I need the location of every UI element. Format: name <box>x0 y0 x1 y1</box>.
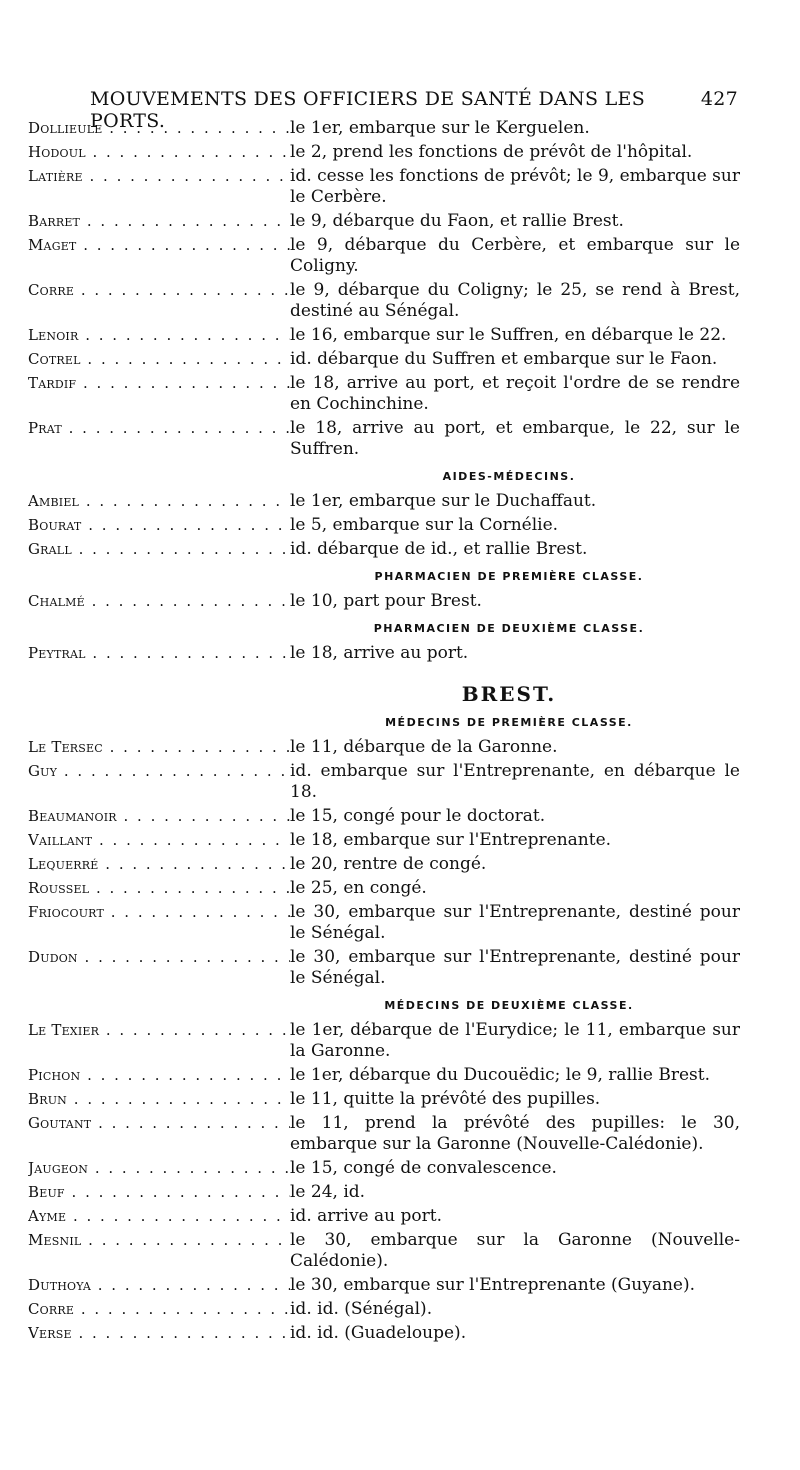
officer-name: Goutant . . . <box>28 1113 290 1155</box>
movement-text: id. débarque du Suffren et embarque sur le Faon. <box>290 349 718 369</box>
officer-name: Tardif . . . <box>28 373 290 415</box>
officer-name: Brun . . . <box>28 1089 290 1110</box>
section-heading: MÉDECINS DE PREMIÈRE CLASSE. <box>385 716 633 729</box>
entries-pharm2 <box>28 643 740 664</box>
movement-text: le 30, embarque sur l'Entreprenante (Guyane). <box>290 1275 695 1295</box>
officer-name: Maget . . . <box>28 235 290 277</box>
entry-row <box>28 418 740 460</box>
movement-text: id. id. (Sénégal). <box>290 1299 433 1319</box>
officer-name: Roussel . . . <box>28 878 290 899</box>
officer-name: Lequerré . . . <box>28 854 290 875</box>
entry-row <box>28 902 740 944</box>
officer-name: Dollieule . . . <box>28 118 290 139</box>
movement-text: le 30, embarque sur la Garonne (Nouvelle-Calédonie). <box>290 1230 740 1271</box>
page-number: 427 <box>700 88 738 110</box>
entry-row <box>28 515 740 536</box>
officer-name: Le Texier . . . <box>28 1020 290 1062</box>
entry-row <box>28 235 740 277</box>
movement-text: le 20, rentre de congé. <box>290 854 487 874</box>
movement-text: le 18, embarque sur l'Entreprenante. <box>290 830 612 850</box>
movement-text: le 9, débarque du Coligny; le 25, se rend à Brest, destiné au Sénégal. <box>290 280 740 321</box>
entry-row <box>28 737 740 758</box>
entries-med2 <box>28 1020 740 1344</box>
officer-name: Cotrel . . . <box>28 349 290 370</box>
movement-text: le 1er, débarque du Ducouëdic; le 9, rallie Brest. <box>290 1065 710 1085</box>
entry-row <box>28 325 740 346</box>
movement-text: le 15, congé pour le doctorat. <box>290 806 546 826</box>
movement-text: le 1er, embarque sur le Duchaffaut. <box>290 491 597 511</box>
entry-row <box>28 1323 740 1344</box>
running-title: MOUVEMENTS DES OFFICIERS DE SANTÉ DANS LES PORTS. <box>90 88 646 132</box>
entry-row <box>28 1158 740 1179</box>
officer-name: Barret . . . <box>28 211 290 232</box>
entries-top <box>28 118 740 460</box>
entry-row <box>28 1020 740 1062</box>
entry-row <box>28 1299 740 1320</box>
movement-text: id. embarque sur l'Entreprenante, en débarque le 18. <box>290 761 740 802</box>
movement-text: le 30, embarque sur l'Entreprenante, destiné pour le Sénégal. <box>290 947 740 988</box>
movement-text: le 11, prend la prévôté des pupilles: le 30, embarque sur la Garonne (Nouvelle-Calédonie). <box>290 1113 740 1154</box>
movement-text: le 24, id. <box>290 1182 366 1202</box>
entry-row <box>28 854 740 875</box>
officer-name: Jaugeon . . . <box>28 1158 290 1179</box>
movement-text: le 9, débarque du Cerbère, et embarque sur le Coligny. <box>290 235 740 276</box>
entry-row <box>28 806 740 827</box>
entry-row <box>28 1065 740 1086</box>
entry-row <box>28 211 740 232</box>
officer-name: Latière . . . <box>28 166 290 208</box>
movement-text: le 10, part pour Brest. <box>290 591 482 611</box>
officer-name: Ayme . . . <box>28 1206 290 1227</box>
officer-name: Lenoir . . . <box>28 325 290 346</box>
section-heading: AIDES-MÉDECINS. <box>442 470 576 483</box>
officer-name: Friocourt . . . <box>28 902 290 944</box>
officer-name: Dudon . . . <box>28 947 290 989</box>
movement-text: le 30, embarque sur l'Entreprenante, destiné pour le Sénégal. <box>290 902 740 943</box>
movement-text: le 9, débarque du Faon, et rallie Brest. <box>290 211 624 231</box>
entry-row <box>28 761 740 803</box>
movement-text: le 1er, embarque sur le Kerguelen. <box>290 118 590 138</box>
movement-text: le 18, arrive au port. <box>290 643 469 663</box>
officer-name: Corre . . . <box>28 1299 290 1320</box>
entries-pharm1 <box>28 591 740 612</box>
officer-name: Beuf . . . <box>28 1182 290 1203</box>
officer-name: Corre . . . <box>28 280 290 322</box>
entry-row <box>28 591 740 612</box>
movement-text: id. cesse les fonctions de prévôt; le 9, embarque sur le Cerbère. <box>290 166 740 207</box>
entry-row <box>28 830 740 851</box>
entry-row <box>28 1089 740 1110</box>
entry-row <box>28 1230 740 1272</box>
movement-text: le 16, embarque sur le Suffren, en débarque le 22. <box>290 325 727 345</box>
officer-name: Pichon . . . <box>28 1065 290 1086</box>
movement-text: le 11, quitte la prévôté des pupilles. <box>290 1089 601 1109</box>
movement-text: le 2, prend les fonctions de prévôt de l'hôpital. <box>290 142 693 162</box>
entry-row <box>28 166 740 208</box>
movement-text: le 5, embarque sur la Cornélie. <box>290 515 559 535</box>
officer-name: Chalmé . . . <box>28 591 290 612</box>
officer-name: Peytral . . . <box>28 643 290 664</box>
officer-name: Mesnil . . . <box>28 1230 290 1272</box>
entry-row <box>28 280 740 322</box>
entries-med1 <box>28 737 740 989</box>
section-heading: PHARMACIEN DE PREMIÈRE CLASSE. <box>374 570 644 583</box>
entry-row <box>28 118 740 139</box>
officer-name: Prat . . . <box>28 418 290 460</box>
section-heading: PHARMACIEN DE DEUXIÈME CLASSE. <box>373 622 645 635</box>
movement-text: le 1er, débarque de l'Eurydice; le 11, embarque sur la Garonne. <box>290 1020 740 1061</box>
entries-aides <box>28 491 740 560</box>
entry-row <box>28 1182 740 1203</box>
officer-name: Guy . . . <box>28 761 290 803</box>
entry-row <box>28 643 740 664</box>
entry-row <box>28 373 740 415</box>
officer-name: Duthoya . . . <box>28 1275 290 1296</box>
entry-row <box>28 539 740 560</box>
entry-row <box>28 349 740 370</box>
officer-name: Beaumanoir . . . <box>28 806 290 827</box>
movement-text: le 15, congé de convalescence. <box>290 1158 557 1178</box>
entry-row <box>28 1275 740 1296</box>
movement-text: id. débarque de id., et rallie Brest. <box>290 539 588 559</box>
movement-text: le 11, débarque de la Garonne. <box>290 737 558 757</box>
entry-row <box>28 1113 740 1155</box>
officer-name: Le Tersec . . . <box>28 737 290 758</box>
city-heading: BREST. <box>461 682 557 706</box>
page-content <box>28 118 740 1347</box>
officer-name: Ambiel . . . <box>28 491 290 512</box>
entry-row <box>28 142 740 163</box>
movement-text: le 25, en congé. <box>290 878 427 898</box>
officer-name: Vaillant . . . <box>28 830 290 851</box>
officer-name: Bourat . . . <box>28 515 290 536</box>
entry-row <box>28 947 740 989</box>
movement-text: le 18, arrive au port, et embarque, le 22, sur le Suffren. <box>290 418 740 459</box>
movement-text: id. id. (Guadeloupe). <box>290 1323 467 1343</box>
entry-row <box>28 878 740 899</box>
officer-name: Hodoul . . . <box>28 142 290 163</box>
officer-name: Verse . . . <box>28 1323 290 1344</box>
movement-text: id. arrive au port. <box>290 1206 442 1226</box>
officer-name: Grall . . . <box>28 539 290 560</box>
entry-row <box>28 1206 740 1227</box>
movement-text: le 18, arrive au port, et reçoit l'ordre de se rendre en Cochinchine. <box>290 373 740 414</box>
entry-row <box>28 491 740 512</box>
section-heading: MÉDECINS DE DEUXIÈME CLASSE. <box>384 999 634 1012</box>
